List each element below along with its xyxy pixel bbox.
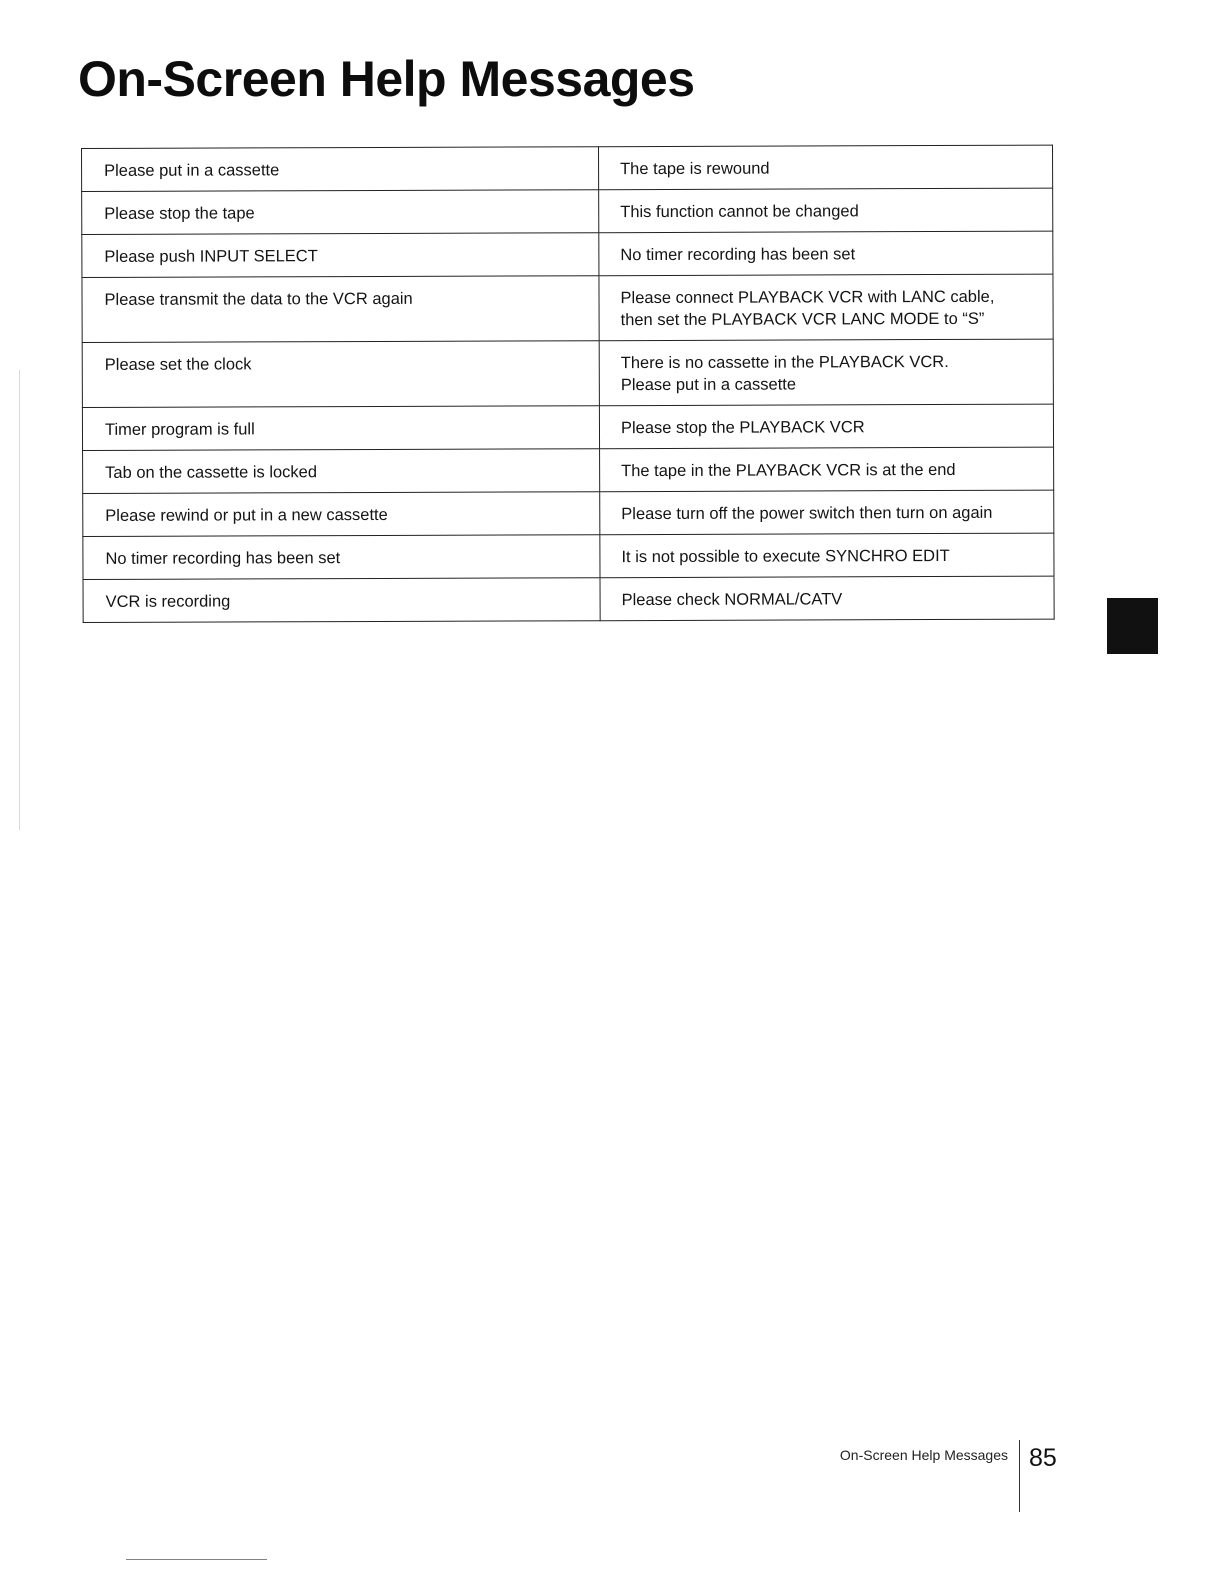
message-cell-left: Please rewind or put in a new cassette [83, 492, 600, 537]
message-line: Please put in a cassette [620, 375, 797, 395]
scan-edge-line [19, 370, 20, 830]
message-cell-right [599, 188, 1053, 233]
section-thumb-tab [1107, 598, 1158, 654]
message-cell-right [598, 145, 1052, 190]
message-cell-left: Please push INPUT SELECT [82, 233, 599, 278]
message-line: There is no cassette in the PLAYBACK VCR. [620, 352, 949, 373]
page-number: 85 [1029, 1444, 1057, 1472]
message-cell-right [600, 533, 1054, 578]
table-row [82, 145, 1053, 191]
message-cell-left: Please set the clock [82, 341, 599, 408]
table-row [82, 339, 1053, 407]
message-cell-left: VCR is recording [83, 578, 600, 623]
bottom-rule [126, 1559, 267, 1560]
message-cell-right [599, 274, 1053, 341]
table-row [83, 576, 1054, 622]
message-line: No timer recording has been set [620, 245, 856, 265]
message-line: Please turn off the power switch then turn on again [621, 503, 993, 524]
message-cell-right [600, 447, 1054, 492]
message-cell-right [599, 404, 1053, 449]
message-cell-right [599, 339, 1053, 406]
message-line: It is not possible to execute SYNCHRO EDIT [621, 546, 950, 567]
table-row [82, 231, 1053, 277]
footer-divider [1019, 1440, 1020, 1512]
message-cell-right [600, 576, 1054, 621]
table-row [82, 404, 1053, 450]
page-title: On-Screen Help Messages [78, 51, 695, 107]
message-cell-left: Please put in a cassette [82, 147, 599, 192]
message-line: The tape in the PLAYBACK VCR is at the end [621, 460, 956, 481]
help-messages-table [81, 145, 1055, 623]
table-row [82, 188, 1053, 234]
table-row [83, 490, 1054, 536]
table-row [83, 447, 1054, 493]
message-line: Please connect PLAYBACK VCR with LANC cable, [620, 287, 995, 308]
message-cell-left: No timer recording has been set [83, 535, 600, 580]
message-cell-left: Please stop the tape [82, 190, 599, 235]
message-line: This function cannot be changed [620, 202, 859, 222]
message-cell-right [600, 490, 1054, 535]
message-line: then set the PLAYBACK VCR LANC MODE to “S” [620, 309, 985, 330]
table-row [83, 533, 1054, 579]
message-cell-left: Please transmit the data to the VCR again [82, 276, 599, 343]
message-cell-left: Timer program is full [82, 406, 599, 451]
message-line: The tape is rewound [620, 159, 770, 179]
footer-section-label: On-Screen Help Messages [839, 1447, 1008, 1463]
message-line: Please check NORMAL/CATV [621, 590, 843, 610]
message-cell-left: Tab on the cassette is locked [83, 449, 600, 494]
table-row [82, 274, 1053, 342]
message-cell-right [599, 231, 1053, 276]
message-line: Please stop the PLAYBACK VCR [620, 418, 865, 438]
